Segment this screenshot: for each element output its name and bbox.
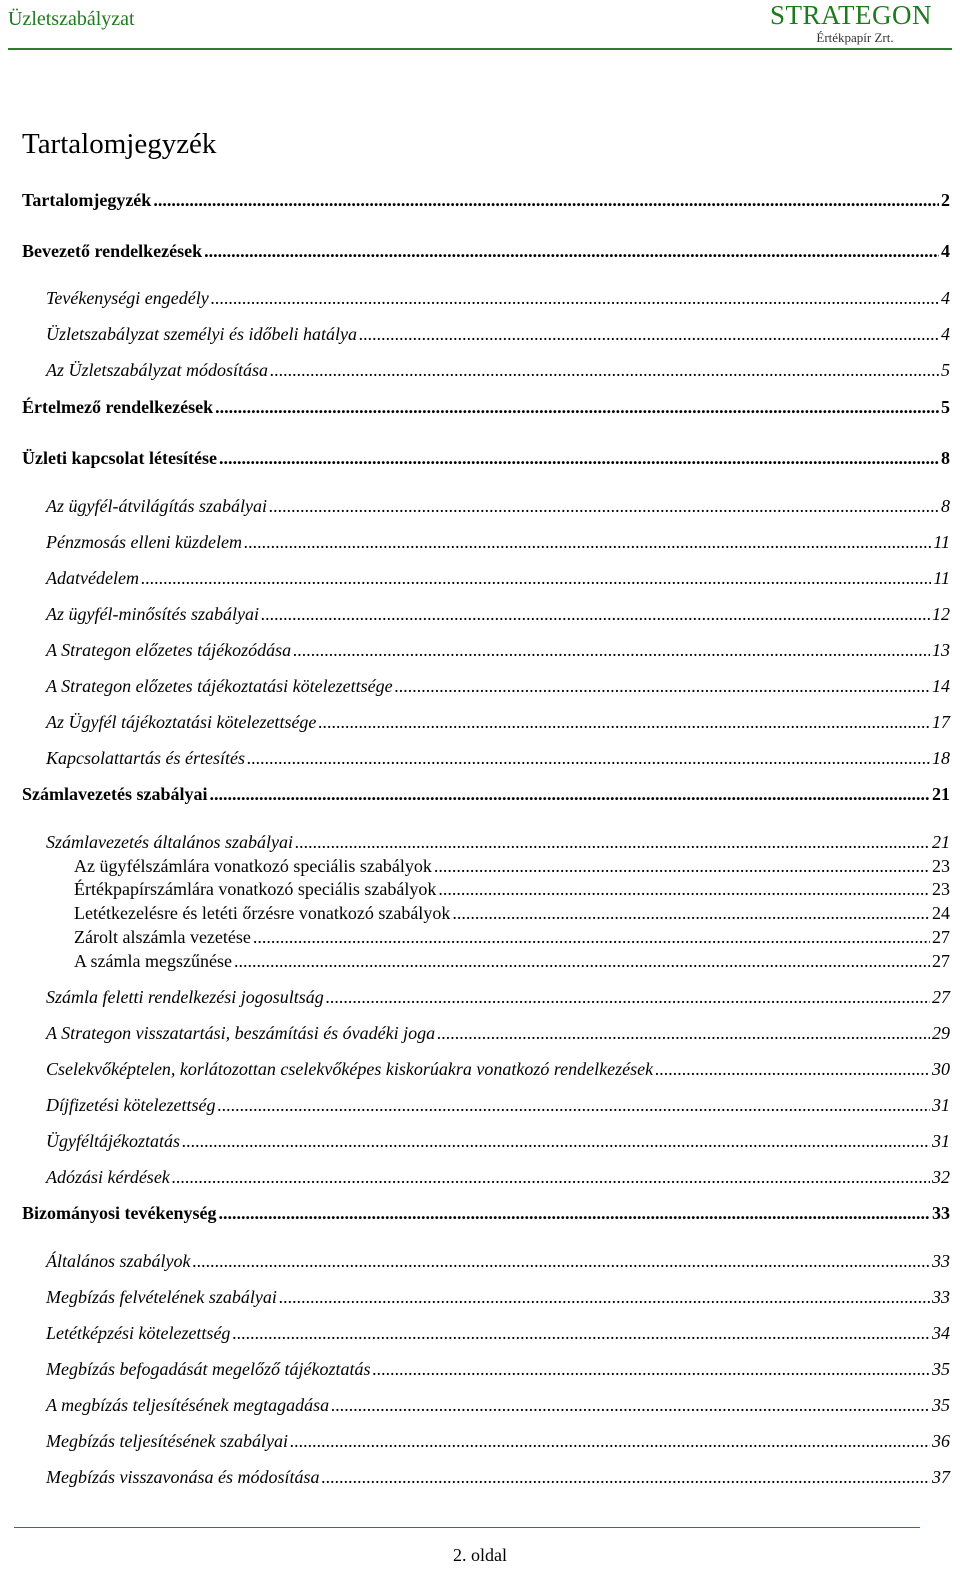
toc-entry-title: Az ügyfélszámlára vonatkozó speciális szabályok: [74, 856, 432, 876]
toc-entry[interactable]: [46, 532, 950, 553]
dot-leader: [244, 532, 931, 553]
toc-entry[interactable]: [46, 1167, 950, 1188]
toc-entry[interactable]: [74, 927, 950, 948]
dot-leader: [253, 927, 930, 948]
toc-entry[interactable]: [46, 1359, 950, 1380]
toc-entry[interactable]: [46, 288, 950, 309]
toc-entry-title: Az Ügyfél tájékoztatási kötelezettsége: [46, 712, 317, 732]
toc-entry-page: 2: [941, 190, 950, 210]
toc-entry-title: A Strategon visszatartási, beszámítási és óvadéki joga: [46, 1023, 436, 1043]
toc-entry[interactable]: [74, 856, 950, 877]
toc-entry-page: 11: [933, 568, 950, 588]
page-number: 2. oldal: [453, 1545, 507, 1565]
toc-entry[interactable]: [46, 604, 950, 625]
dot-leader: [434, 856, 930, 877]
header-title: Üzletszabályzat: [8, 8, 135, 30]
header-divider: [8, 48, 952, 50]
dot-leader: [141, 568, 931, 589]
dot-leader: [438, 879, 930, 900]
dot-leader: [269, 496, 939, 517]
dot-leader: [437, 1023, 930, 1044]
toc-entry-title: Megbízás felvételének szabályai: [46, 1287, 277, 1307]
toc-entry[interactable]: [46, 1059, 950, 1080]
toc-entry-page: 11: [933, 532, 950, 552]
toc-entry-page: 34: [932, 1323, 950, 1343]
toc-entry[interactable]: [46, 712, 950, 733]
toc-entry[interactable]: [74, 951, 950, 972]
toc-entry-page: 33: [932, 1203, 950, 1223]
logo-subtitle: Értékpapír Zrt.: [816, 30, 894, 45]
toc-entry-page: 14: [932, 676, 950, 696]
dot-leader: [655, 1059, 930, 1080]
toc-entry[interactable]: [22, 190, 950, 211]
dot-leader: [279, 1287, 930, 1308]
toc-entry[interactable]: [46, 1395, 950, 1416]
dot-leader: [232, 1323, 930, 1344]
dot-leader: [172, 1167, 930, 1188]
toc-entry-page: 8: [941, 496, 950, 516]
toc-entry[interactable]: [22, 784, 950, 805]
toc-entry-page: 21: [932, 832, 950, 852]
toc-entry-title: Zárolt alszámla vezetése: [74, 927, 251, 947]
toc-entry-title: Értelmező rendelkezések: [22, 397, 214, 417]
toc-entry[interactable]: [46, 676, 950, 697]
toc-entry-title: A Strategon előzetes tájékoztatási kötelezettsége: [46, 676, 393, 696]
toc-entry-title: A Strategon előzetes tájékozódása: [46, 640, 292, 660]
toc-entry[interactable]: [74, 903, 950, 924]
dot-leader: [331, 1395, 930, 1416]
toc-entry-title: Adatvédelem: [46, 568, 139, 588]
toc-entry[interactable]: [46, 1023, 950, 1044]
strategon-logo: [770, 0, 933, 48]
toc-entry-page: 31: [932, 1131, 950, 1151]
toc-entry[interactable]: [74, 879, 950, 900]
toc-entry-page: 4: [941, 288, 950, 308]
toc-entry-title: Üzletszabályzat személyi és időbeli hatálya: [46, 324, 357, 344]
dot-leader: [209, 784, 930, 805]
toc-entry-page: 4: [941, 241, 950, 261]
toc-entry-title: A megbízás teljesítésének megtagadása: [46, 1395, 330, 1415]
toc-entry[interactable]: [46, 1467, 950, 1488]
toc-entry-title: A számla megszűnése: [74, 951, 232, 971]
toc-entry-page: 35: [932, 1395, 950, 1415]
page-title: Tartalomjegyzék: [22, 128, 217, 160]
toc-entry-title: Adózási kérdések: [46, 1167, 170, 1187]
dot-leader: [204, 241, 939, 262]
toc-entry-page: 27: [932, 951, 950, 971]
toc-entry-page: 37: [932, 1467, 950, 1487]
toc-entry-page: 33: [932, 1287, 950, 1307]
toc-entry-title: Tartalomjegyzék: [22, 190, 152, 210]
toc-entry-title: Letétkezelésre és letéti őrzésre vonatkozó szabályok: [74, 903, 451, 923]
toc-entry[interactable]: [46, 1323, 950, 1344]
toc-entry-page: 30: [932, 1059, 950, 1079]
toc-entry-page: 8: [941, 448, 950, 468]
toc-entry-title: Ügyféltájékoztatás: [46, 1131, 180, 1151]
toc-entry[interactable]: [46, 1251, 950, 1272]
toc-entry-page: 33: [932, 1251, 950, 1271]
toc-entry-title: Üzleti kapcsolat létesítése: [22, 448, 217, 468]
toc-entry-title: Megbízás befogadását megelőző tájékoztatás: [46, 1359, 371, 1379]
toc-entry-page: 21: [932, 784, 950, 804]
toc-entry[interactable]: [46, 1431, 950, 1452]
toc-entry-title: Tevékenységi engedély: [46, 288, 209, 308]
toc-entry-page: 17: [932, 712, 950, 732]
toc-entry-title: Általános szabályok: [46, 1251, 191, 1271]
toc-entry[interactable]: [22, 1203, 950, 1224]
toc-entry-page: 12: [932, 604, 950, 624]
toc-entry-page: 31: [932, 1095, 950, 1115]
dot-leader: [270, 360, 939, 381]
toc-entry-title: Számlavezetés általános szabályai: [46, 832, 293, 852]
dot-leader: [322, 1467, 931, 1488]
toc-entry-title: Megbízás visszavonása és módosítása: [46, 1467, 320, 1487]
dot-leader: [215, 397, 939, 418]
toc-entry-page: 5: [941, 397, 950, 417]
toc-entry[interactable]: [46, 987, 950, 1008]
toc-entry-title: Számla feletti rendelkezési jogosultság: [46, 987, 324, 1007]
toc-entry-page: 35: [932, 1359, 950, 1379]
toc-entry-title: Az ügyfél-átvilágítás szabályai: [46, 496, 267, 516]
dot-leader: [295, 832, 930, 853]
toc-entry-page: 13: [932, 640, 950, 660]
toc-entry-page: 24: [932, 903, 950, 923]
toc-entry-page: 18: [932, 748, 950, 768]
toc-entry[interactable]: [46, 1095, 950, 1116]
toc-entry-title: Az ügyfél-minősítés szabályai: [46, 604, 259, 624]
toc-entry[interactable]: [46, 640, 950, 661]
toc-entry-title: Letétképzési kötelezettség: [46, 1323, 231, 1343]
toc-entry[interactable]: [46, 1131, 950, 1152]
toc-entry-page: 23: [932, 879, 950, 899]
toc-entry-title: Számlavezetés szabályai: [22, 784, 208, 804]
toc-entry-title: Cselekvőképtelen, korlátozottan cselekvőképes kiskorúakra vonatkozó rendelkezések: [46, 1059, 654, 1079]
dot-leader: [193, 1251, 931, 1272]
toc-entry[interactable]: [22, 241, 950, 262]
dot-leader: [234, 951, 930, 972]
dot-leader: [182, 1131, 930, 1152]
toc-entry[interactable]: [22, 448, 950, 469]
dot-leader: [395, 676, 930, 697]
footer-divider: [14, 1527, 920, 1528]
dot-leader: [318, 712, 930, 733]
toc-entry-page: 27: [932, 987, 950, 1007]
dot-leader: [452, 903, 930, 924]
toc-entry-title: Pénzmosás elleni küzdelem: [46, 532, 242, 552]
toc-entry-page: 23: [932, 856, 950, 876]
dot-leader: [219, 448, 939, 469]
toc-entry-title: Kapcsolattartás és értesítés: [46, 748, 245, 768]
toc-entry-page: 36: [932, 1431, 950, 1451]
toc-entry[interactable]: [46, 1287, 950, 1308]
toc-entry[interactable]: [46, 360, 950, 381]
dot-leader: [261, 604, 930, 625]
toc-entry-title: Díjfizetési kötelezettség: [46, 1095, 216, 1115]
toc-entry-title: Az Üzletszabályzat módosítása: [46, 360, 269, 380]
dot-leader: [218, 1203, 930, 1224]
toc-entry[interactable]: [46, 748, 950, 769]
logo-wordmark: STRATEGON: [770, 0, 933, 30]
dot-leader: [247, 748, 930, 769]
toc-entry-page: 32: [932, 1167, 950, 1187]
toc-entry[interactable]: [46, 568, 950, 589]
toc-entry[interactable]: [22, 397, 950, 418]
toc-entry-page: 29: [932, 1023, 950, 1043]
dot-leader: [211, 288, 939, 309]
toc-entry-title: Bizományosi tevékenység: [22, 1203, 217, 1223]
dot-leader: [326, 987, 930, 1008]
dot-leader: [359, 324, 939, 345]
toc-entry[interactable]: [46, 324, 950, 345]
toc-entry-page: 5: [941, 360, 950, 380]
toc-entry-title: Értékpapírszámlára vonatkozó speciális szabályok: [74, 879, 437, 899]
dot-leader: [293, 640, 930, 661]
toc-entry-title: Megbízás teljesítésének szabályai: [46, 1431, 288, 1451]
toc-entry[interactable]: [46, 832, 950, 853]
dot-leader: [217, 1095, 930, 1116]
dot-leader: [153, 190, 939, 211]
toc-entry-title: Bevezető rendelkezések: [22, 241, 203, 261]
toc-entry[interactable]: [46, 496, 950, 517]
dot-leader: [290, 1431, 930, 1452]
dot-leader: [372, 1359, 930, 1380]
toc-entry-page: 27: [932, 927, 950, 947]
toc-entry-page: 4: [941, 324, 950, 344]
